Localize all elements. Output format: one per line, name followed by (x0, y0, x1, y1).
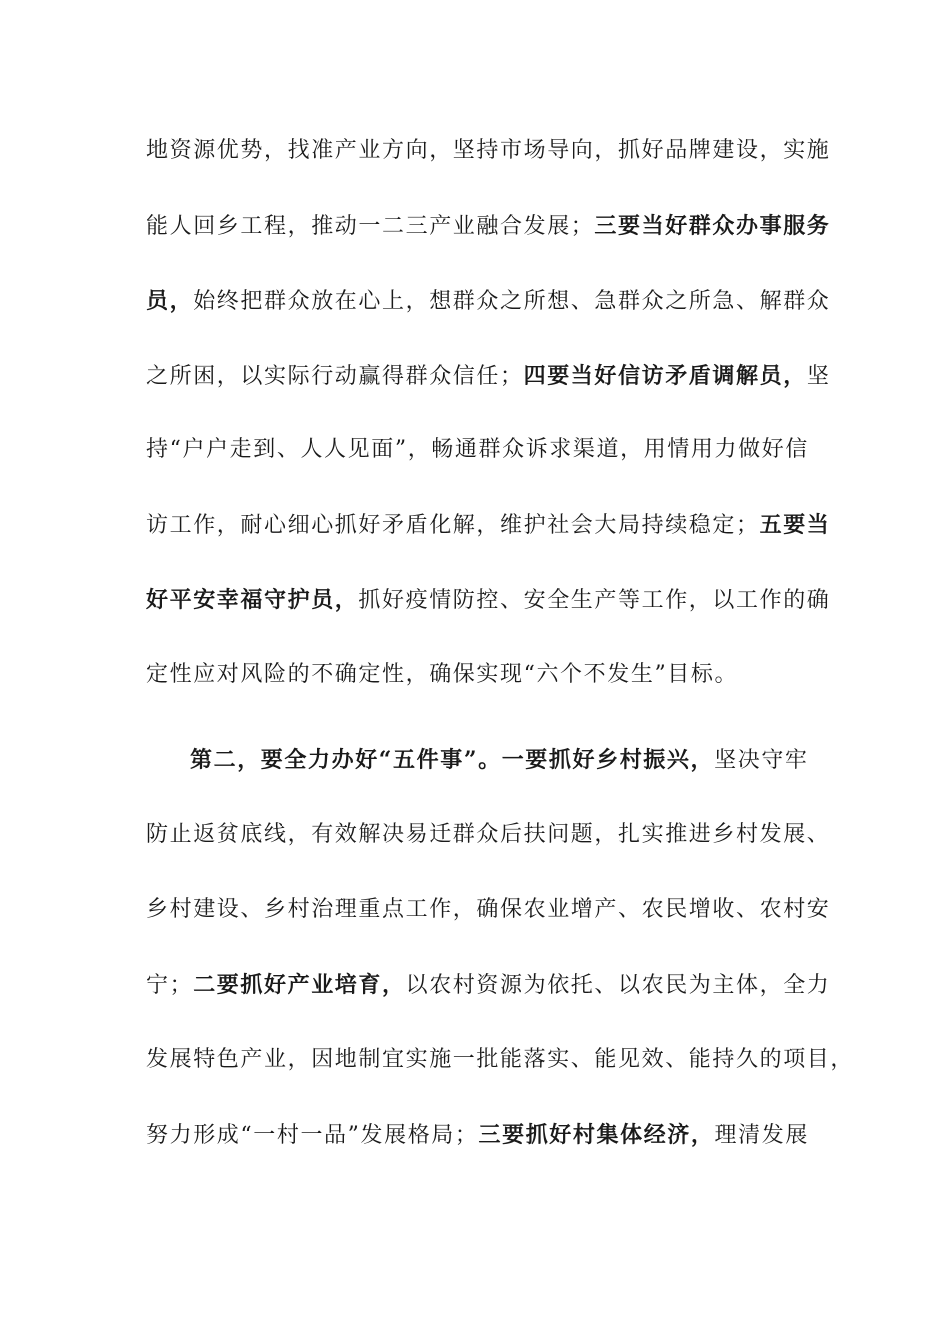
bold-text-segment: 四要当好信访矛盾调解员， (523, 363, 807, 389)
text-segment: 坚 (806, 364, 831, 389)
text-line (146, 1120, 809, 1151)
text-segment: 始终把群众放在心上，想群众之所想、急群众之所急、解群众 (193, 289, 831, 314)
text-segment: 宁； (146, 973, 194, 998)
bold-text-segment: 第二，要全力办好“五件事”。一要抓好乡村振兴， (190, 747, 715, 773)
text-segment: 地资源优势，找准产业方向，坚持市场导向，抓好品牌建设，实施 (146, 138, 831, 163)
text-line (146, 435, 809, 465)
text-segment: 努力形成“一村一品”发展格局； (146, 1123, 479, 1148)
text-line (146, 1045, 855, 1075)
text-segment: 乡村建设、乡村治理重点工作，确保农业增产、农民增收、农村安 (146, 897, 831, 922)
text-line (146, 211, 831, 242)
bold-text-segment: 二要抓好产业培育， (193, 972, 406, 998)
text-segment: 理清发展 (714, 1123, 809, 1148)
bold-text-segment: 五要当 (759, 512, 831, 538)
text-line (146, 585, 831, 616)
bold-text-segment: 员， (146, 288, 194, 314)
text-line (146, 286, 831, 317)
text-segment: 发展特色产业，因地制宜实施一批能落实、能见效、能持久的项目， (146, 1047, 855, 1072)
text-line (146, 361, 831, 392)
text-line (146, 970, 831, 1001)
text-segment: 以农村资源为依托、以农民为主体，全力 (405, 973, 831, 998)
text-segment: 能人回乡工程，推动一二三产业融合发展； (146, 214, 595, 239)
text-segment: 持“户户走到、人人见面”，畅通群众诉求渠道，用情用力做好信 (146, 437, 809, 462)
paragraph-first-line (190, 745, 809, 776)
text-segment: 防止返贫底线，有效解决易迁群众后扶问题，扎实推进乡村发展、 (146, 822, 831, 847)
text-segment: 定性应对风险的不确定性，确保实现“六个不发生”目标。 (146, 662, 739, 687)
text-segment: 访工作，耐心细心抓好矛盾化解，维护社会大局持续稳定； (146, 513, 760, 538)
text-segment: 坚决守牢 (714, 748, 809, 773)
text-segment: 之所困，以实际行动赢得群众信任； (146, 364, 524, 389)
text-line (146, 895, 831, 925)
text-line (146, 820, 831, 850)
bold-text-segment: 好平安幸福守护员， (146, 587, 359, 613)
bold-text-segment: 三要当好群众办事服务 (594, 213, 831, 239)
text-line (146, 660, 806, 690)
text-line (146, 510, 831, 541)
text-line (146, 136, 831, 166)
bold-text-segment: 三要抓好村集体经济， (478, 1122, 715, 1148)
text-segment: 抓好疫情防控、安全生产等工作，以工作的确 (358, 588, 831, 613)
